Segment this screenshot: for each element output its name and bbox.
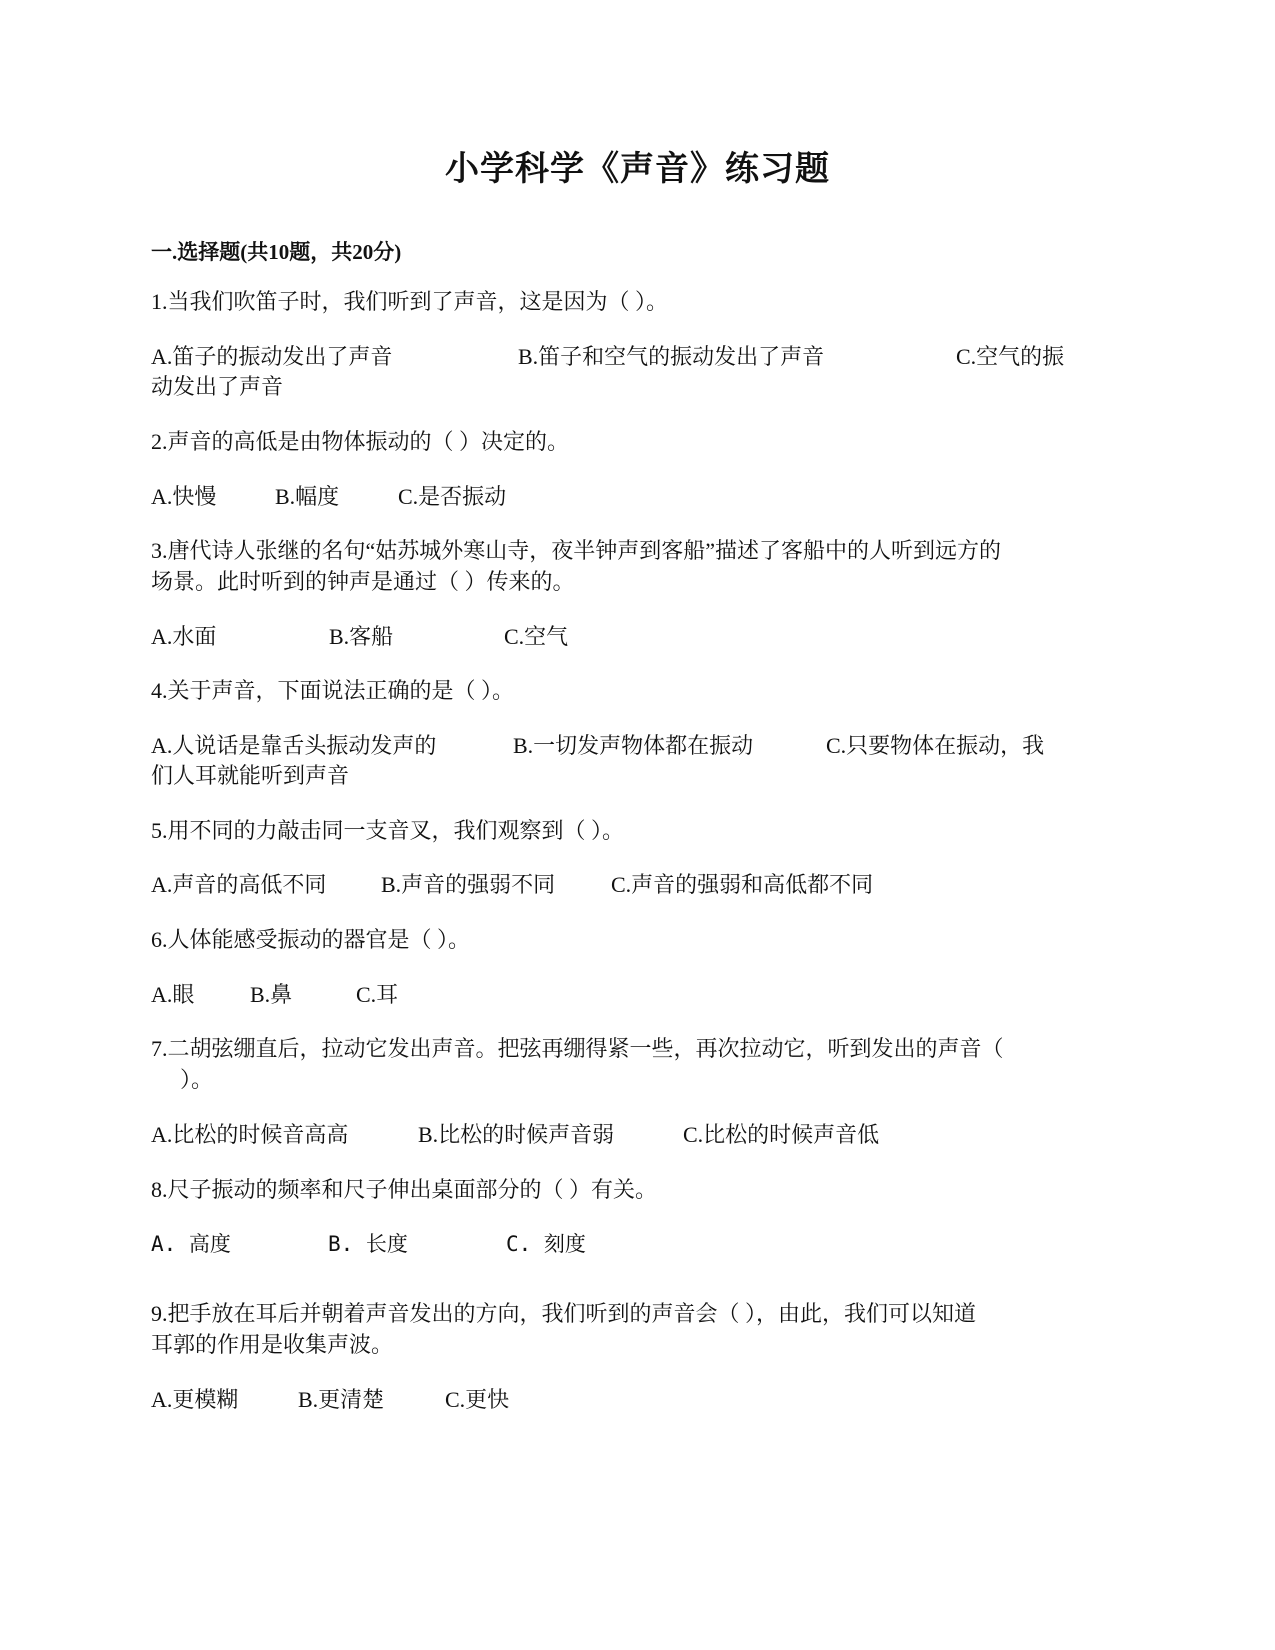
question-8-option-c: C. 刻度 bbox=[506, 1232, 586, 1256]
question-5-option-a: A.声音的高低不同 bbox=[151, 872, 327, 897]
question-3-option-c: C.空气 bbox=[504, 624, 569, 649]
question-7-option-c: C.比松的时候声音低 bbox=[683, 1122, 880, 1147]
question-4-option-c: C.只要物体在振动，我 bbox=[826, 733, 1045, 758]
question-4-stem: 4.关于声音，下面说法正确的是（ ）。 bbox=[151, 678, 515, 703]
question-7-options bbox=[151, 1119, 1051, 1151]
question-4-option-b: B.一切发声物体都在振动 bbox=[513, 733, 754, 758]
question-7-stem-continuation: ）。 bbox=[180, 1067, 214, 1092]
question-2-option-a: A.快慢 bbox=[151, 484, 217, 509]
question-5-option-b: B.声音的强弱不同 bbox=[381, 872, 556, 897]
question-7-option-b: B.比松的时候声音弱 bbox=[418, 1122, 615, 1147]
question-1-option-a: A.笛子的振动发出了声音 bbox=[151, 344, 393, 369]
question-3-stem: 3.唐代诗人张继的名句“姑苏城外寒山寺，夜半钟声到客船”描述了客船中的人听到远方的 bbox=[151, 538, 1002, 563]
question-4-option-a: A.人说话是靠舌头振动发声的 bbox=[151, 733, 437, 758]
question-7-option-a: A.比松的时候音高高 bbox=[151, 1122, 349, 1147]
question-1-options bbox=[151, 341, 1131, 373]
question-3-options bbox=[151, 621, 1051, 653]
question-4-options-continuation: 们人耳就能听到声音 bbox=[151, 763, 350, 788]
question-3-option-b: B.客船 bbox=[329, 624, 394, 649]
question-9-stem-continuation: 耳郭的作用是收集声波。 bbox=[151, 1332, 394, 1357]
question-2-option-c: C.是否振动 bbox=[398, 484, 507, 509]
section-heading: 一.选择题(共10题，共20分) bbox=[151, 240, 402, 264]
question-9-option-c: C.更快 bbox=[445, 1387, 510, 1412]
question-5-option-c: C.声音的强弱和高低都不同 bbox=[611, 872, 874, 897]
question-6-option-b: B.鼻 bbox=[250, 982, 293, 1007]
question-2-options bbox=[151, 481, 1051, 513]
question-1-option-c: C.空气的振 bbox=[956, 344, 1065, 369]
question-4-options bbox=[151, 730, 1131, 762]
question-9-options bbox=[151, 1384, 1051, 1416]
question-9-option-b: B.更清楚 bbox=[298, 1387, 385, 1412]
question-6-options bbox=[151, 979, 1051, 1011]
question-3-stem-continuation: 场景。此时听到的钟声是通过（ ）传来的。 bbox=[151, 569, 575, 594]
question-9-stem: 9.把手放在耳后并朝着声音发出的方向，我们听到的声音会（ ），由此，我们可以知道 bbox=[151, 1301, 977, 1326]
question-5-options bbox=[151, 869, 1051, 901]
question-8-options bbox=[151, 1228, 1051, 1260]
question-1-option-b: B.笛子和空气的振动发出了声音 bbox=[518, 344, 825, 369]
question-8-option-b: B. 长度 bbox=[328, 1232, 408, 1256]
question-1-options-continuation: 动发出了声音 bbox=[151, 374, 284, 399]
question-6-stem: 6.人体能感受振动的器官是（ ）。 bbox=[151, 927, 471, 952]
question-3-option-a: A.水面 bbox=[151, 624, 217, 649]
question-7-stem: 7.二胡弦绷直后，拉动它发出声音。把弦再绷得紧一些，再次拉动它，听到发出的声音（ bbox=[151, 1036, 1004, 1061]
question-1-stem: 1.当我们吹笛子时，我们听到了声音，这是因为（ ）。 bbox=[151, 289, 669, 314]
question-5-stem: 5.用不同的力敲击同一支音叉，我们观察到（ ）。 bbox=[151, 818, 625, 843]
question-6-option-c: C.耳 bbox=[356, 982, 399, 1007]
question-9-option-a: A.更模糊 bbox=[151, 1387, 239, 1412]
question-8-option-a: A. 高度 bbox=[151, 1232, 231, 1256]
question-2-stem: 2.声音的高低是由物体振动的（ ）决定的。 bbox=[151, 429, 570, 454]
question-2-option-b: B.幅度 bbox=[275, 484, 340, 509]
question-8-stem: 8.尺子振动的频率和尺子伸出桌面部分的（ ）有关。 bbox=[151, 1177, 658, 1202]
question-6-option-a: A.眼 bbox=[151, 982, 195, 1007]
page-title: 小学科学《声音》练习题 bbox=[445, 151, 830, 188]
